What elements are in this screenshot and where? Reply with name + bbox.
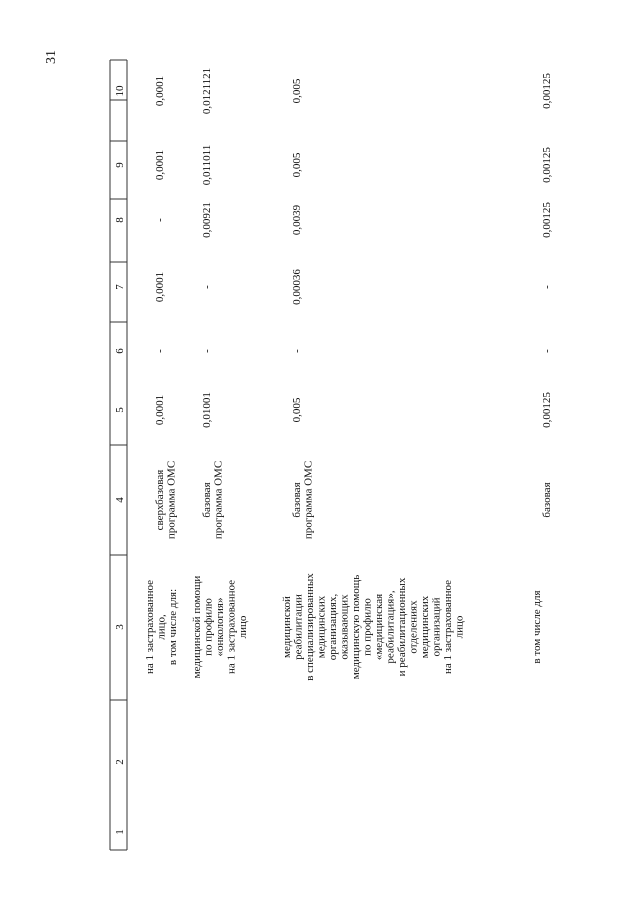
row-1-col4-line-2: программа ОМС (165, 460, 178, 540)
column-number-7: 7 (114, 284, 126, 290)
row-3-col3-line-14: организаций (430, 597, 443, 657)
row-3-col3-line-10: реабилитация», (384, 590, 397, 664)
row-1-col6-value: - (154, 349, 166, 353)
row-3-col8-value: 0,0039 (291, 204, 303, 236)
row-3-col9-value: 0,005 (291, 152, 303, 178)
row-2-col4-line-1: базовая (201, 482, 213, 518)
row-3-col3-line-12: отделениях (407, 600, 420, 654)
row-2-col3-line-2: по профилю (202, 598, 215, 656)
row-3-col3-line-9: «медицинская (373, 593, 385, 661)
row-3-col3-line-5: организациях, (327, 593, 339, 661)
row-3-col5-value: 0,005 (291, 397, 303, 423)
row-2-col3-line-3: «онкология» (214, 597, 226, 657)
row-1-col10-value: 0,0001 (154, 75, 166, 107)
row-1-col3-line-3: в том числе для: (167, 588, 179, 666)
row-3-col3-line-7: медицинскую помощь (350, 574, 362, 680)
row-1-col4-line-1: сверхбазовая (154, 469, 166, 531)
column-number-2: 2 (114, 759, 126, 765)
row-4-col10-value: 0,00125 (541, 73, 553, 109)
column-number-6: 6 (114, 348, 126, 354)
column-number-8: 8 (114, 217, 126, 223)
row-4-col8-value: 0,00125 (541, 202, 553, 238)
table-grid-lines (110, 60, 127, 850)
row-3-col3-line-1: медицинской (281, 596, 293, 658)
row-3-col3-line-15: на 1 застрахованное (442, 579, 454, 675)
row-3-col4-line-2: программа ОМС (302, 460, 315, 540)
row-2-col4-line-2: программа ОМС (212, 460, 225, 540)
row-1-col9-value: 0,0001 (154, 149, 166, 181)
row-4-col6-value: - (541, 349, 553, 353)
row-2-col9-value: 0,011011 (201, 144, 213, 186)
row-2-col3-line-4: на 1 застрахованное (225, 579, 238, 675)
row-1-col7-value: 0,0001 (154, 271, 166, 303)
column-number-5: 5 (114, 407, 126, 413)
column-number-1: 1 (114, 829, 126, 835)
row-3-col7-value: 0,00036 (291, 269, 303, 305)
row-2-col3-line-1: медицинской помощи (191, 575, 203, 679)
row-3-col10-value: 0,005 (291, 78, 303, 104)
column-number-10: 10 (114, 85, 126, 97)
row-2-col3-line-5: лицо (237, 615, 249, 639)
row-3-col3-line-3: в специализированных (304, 573, 316, 681)
row-4-col9-value: 0,00125 (541, 147, 553, 183)
row-3-col3-line-8: по профилю (361, 598, 374, 656)
table-text (114, 68, 553, 835)
row-2-col6-value: - (201, 349, 213, 353)
row-2-col8-value: 0,00921 (201, 202, 213, 238)
row-3-col3-line-16: лицо (453, 615, 466, 639)
row-4-col4-line-1: базовая (541, 482, 553, 518)
row-4-col5-value: 0,00125 (541, 392, 553, 428)
row-3-col3-line-2: реабилитации (292, 594, 305, 660)
row-3-col3-line-11: и реабилитационных (396, 577, 408, 677)
row-3-col3-line-4: медицинских (315, 595, 328, 659)
row-3-col3-line-6: оказывающих (338, 594, 351, 660)
column-number-9: 9 (114, 162, 126, 168)
row-1-col3-line-2: лицо, (155, 614, 168, 640)
row-3-col4-line-1: базовая (291, 482, 303, 518)
row-4-col7-value: - (541, 285, 553, 289)
column-number-4: 4 (114, 497, 126, 503)
row-1-col3-line-1: на 1 застрахованное (144, 579, 156, 675)
row-4-col3-line-1: в том числе для (531, 590, 543, 664)
row-3-col3-line-13: медицинских (419, 595, 431, 659)
row-3-col6-value: - (291, 349, 303, 353)
row-1-col5-value: 0,0001 (154, 394, 166, 426)
page-number: 31 (44, 50, 59, 64)
column-number-3: 3 (114, 624, 126, 630)
row-2-col5-value: 0,01001 (201, 392, 213, 428)
row-2-col7-value: - (201, 285, 213, 289)
row-1-col8-value: - (154, 218, 166, 222)
row-2-col10-value: 0,0121121 (201, 67, 213, 115)
